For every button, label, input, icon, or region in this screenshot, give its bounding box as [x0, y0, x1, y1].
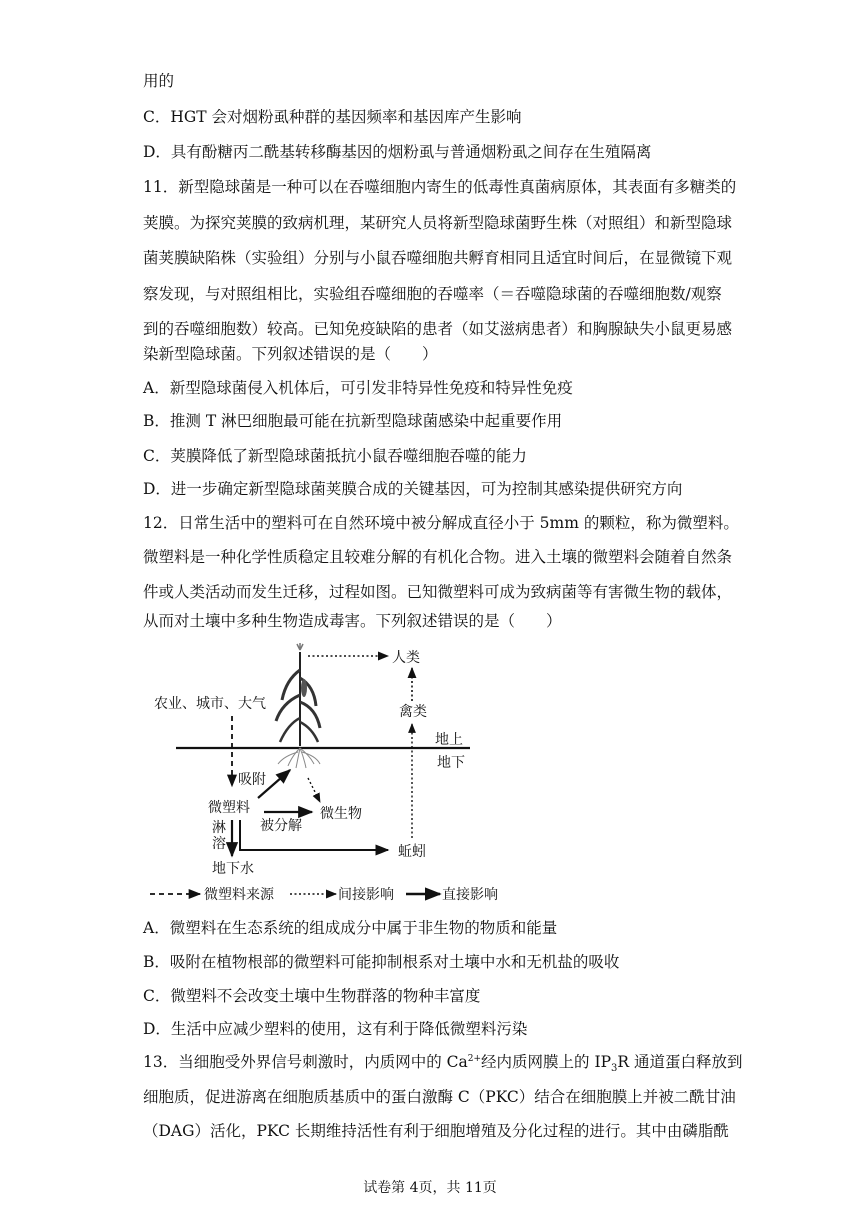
label-leach: 淋 — [212, 820, 226, 836]
page-footer: 试卷第 4页，共 11页 — [363, 1180, 497, 1196]
label-adsorb: 吸附 — [238, 772, 266, 788]
question-11-text: 11．新型隐球菌是一种可以在吞噬细胞内寄生的低毒性真菌病原体，其表面有多糖类的 — [143, 178, 737, 196]
label-microbe: 微生物 — [320, 806, 362, 822]
label-leach: 溶 — [212, 836, 226, 852]
question-11-text: 到的吞噬细胞数）较高。已知免疫缺陷的患者（如艾滋病患者）和胸腺缺失小鼠更易感 — [143, 320, 733, 338]
legend-direct: 直接影响 — [442, 887, 498, 903]
question-12-text: 微塑料是一种化学性质稳定且较难分解的有机化合物。进入土壤的微塑料会随着自然条 — [143, 548, 733, 566]
legend-indirect: 间接影响 — [338, 887, 394, 903]
text-line: 用的 — [143, 72, 175, 90]
question-11-option-a: A．新型隐球菌侵入机体后，可引发非特异性免疫和特异性免疫 — [143, 379, 573, 397]
question-11-text: 菌荚膜缺陷株（实验组）分别与小鼠吞噬细胞共孵育相同且适宜时间后，在显微镜下观 — [143, 249, 733, 267]
q13-sup: 2+ — [467, 1053, 482, 1064]
question-12-option-a: A．微塑料在生态系统的组成成分中属于非生物的物质和能量 — [143, 919, 558, 937]
question-12-text: 从而对土壤中多种生物造成毒害。下列叙述错误的是（ ） — [143, 612, 562, 630]
q13-part: 13．当细胞受外界信号刺激时，内质网中的 Ca — [143, 1053, 468, 1071]
question-12-text: 12．日常生活中的塑料可在自然环境中被分解成直径小于 5mm 的颗粒，称为微塑料。 — [143, 514, 739, 532]
legend — [150, 886, 498, 903]
question-12-text: 件或人类活动而发生迁移，过程如图。已知微塑料可成为致病菌等有害微生物的载体， — [143, 583, 733, 601]
label-microplastic: 微塑料 — [208, 800, 250, 816]
question-11-text: 察发现，与对照组相比，实验组吞噬细胞的吞噬率（＝吞噬隐球菌的吞噬细胞数/观察 — [143, 285, 722, 303]
question-11-text: 染新型隐球菌。下列叙述错误的是（ ） — [143, 345, 438, 363]
label-source: 农业、城市、大气 — [154, 696, 266, 712]
q13-part: R 通道蛋白释放到 — [617, 1053, 743, 1071]
question-12-option-c: C．微塑料不会改变土壤中生物群落的物种丰富度 — [143, 987, 481, 1005]
corn-plant-icon — [276, 643, 320, 768]
question-11-option-d: D．进一步确定新型隐球菌荚膜合成的关键基因，可为控制其感染提供研究方向 — [143, 480, 683, 498]
label-groundwater: 地下水 — [212, 861, 254, 877]
arrow-indirect — [308, 778, 320, 802]
q13-sub: 3 — [611, 1063, 618, 1075]
question-13-text: 细胞质，促进游离在细胞质基质中的蛋白激酶 C（PKC）结合在细胞膜上并被二酰甘油 — [143, 1088, 736, 1106]
question-13-text — [143, 1052, 743, 1075]
option-d: D．具有酚糖丙二酰基转移酶基因的烟粉虱与普通烟粉虱之间存在生殖隔离 — [143, 143, 652, 161]
question-12-option-b: B．吸附在植物根部的微塑料可能抑制根系对土壤中水和无机盐的吸收 — [143, 953, 620, 971]
question-11-text: 荚膜。为探究荚膜的致病机理，某研究人员将新型隐球菌野生株（对照组）和新型隐球 — [143, 214, 733, 232]
label-below: 地下 — [437, 755, 465, 771]
label-earthworm: 蚯蚓 — [398, 844, 426, 860]
microplastic-migration-diagram — [140, 640, 520, 912]
question-11-option-c: C．荚膜降低了新型隐球菌抵抗小鼠吞噬细胞吞噬的能力 — [143, 447, 527, 465]
question-12-option-d: D．生活中应减少塑料的使用，这有利于降低微塑料污染 — [143, 1020, 528, 1038]
label-bird: 禽类 — [399, 704, 427, 720]
label-human: 人类 — [392, 650, 420, 666]
label-above: 地上 — [435, 732, 463, 748]
option-c: C．HGT 会对烟粉虱种群的基因频率和基因库产生影响 — [143, 108, 522, 126]
question-11-option-b: B．推测 T 淋巴细胞最可能在抗新型隐球菌感染中起重要作用 — [143, 412, 563, 430]
label-decomposed: 被分解 — [260, 818, 302, 834]
legend-source: 微塑料来源 — [204, 887, 274, 903]
question-13-text: （DAG）活化，PKC 长期维持活性有利于细胞增殖及分化过程的进行。其中由磷脂酰 — [143, 1122, 729, 1140]
q13-part: 经内质网膜上的 IP — [481, 1053, 612, 1071]
